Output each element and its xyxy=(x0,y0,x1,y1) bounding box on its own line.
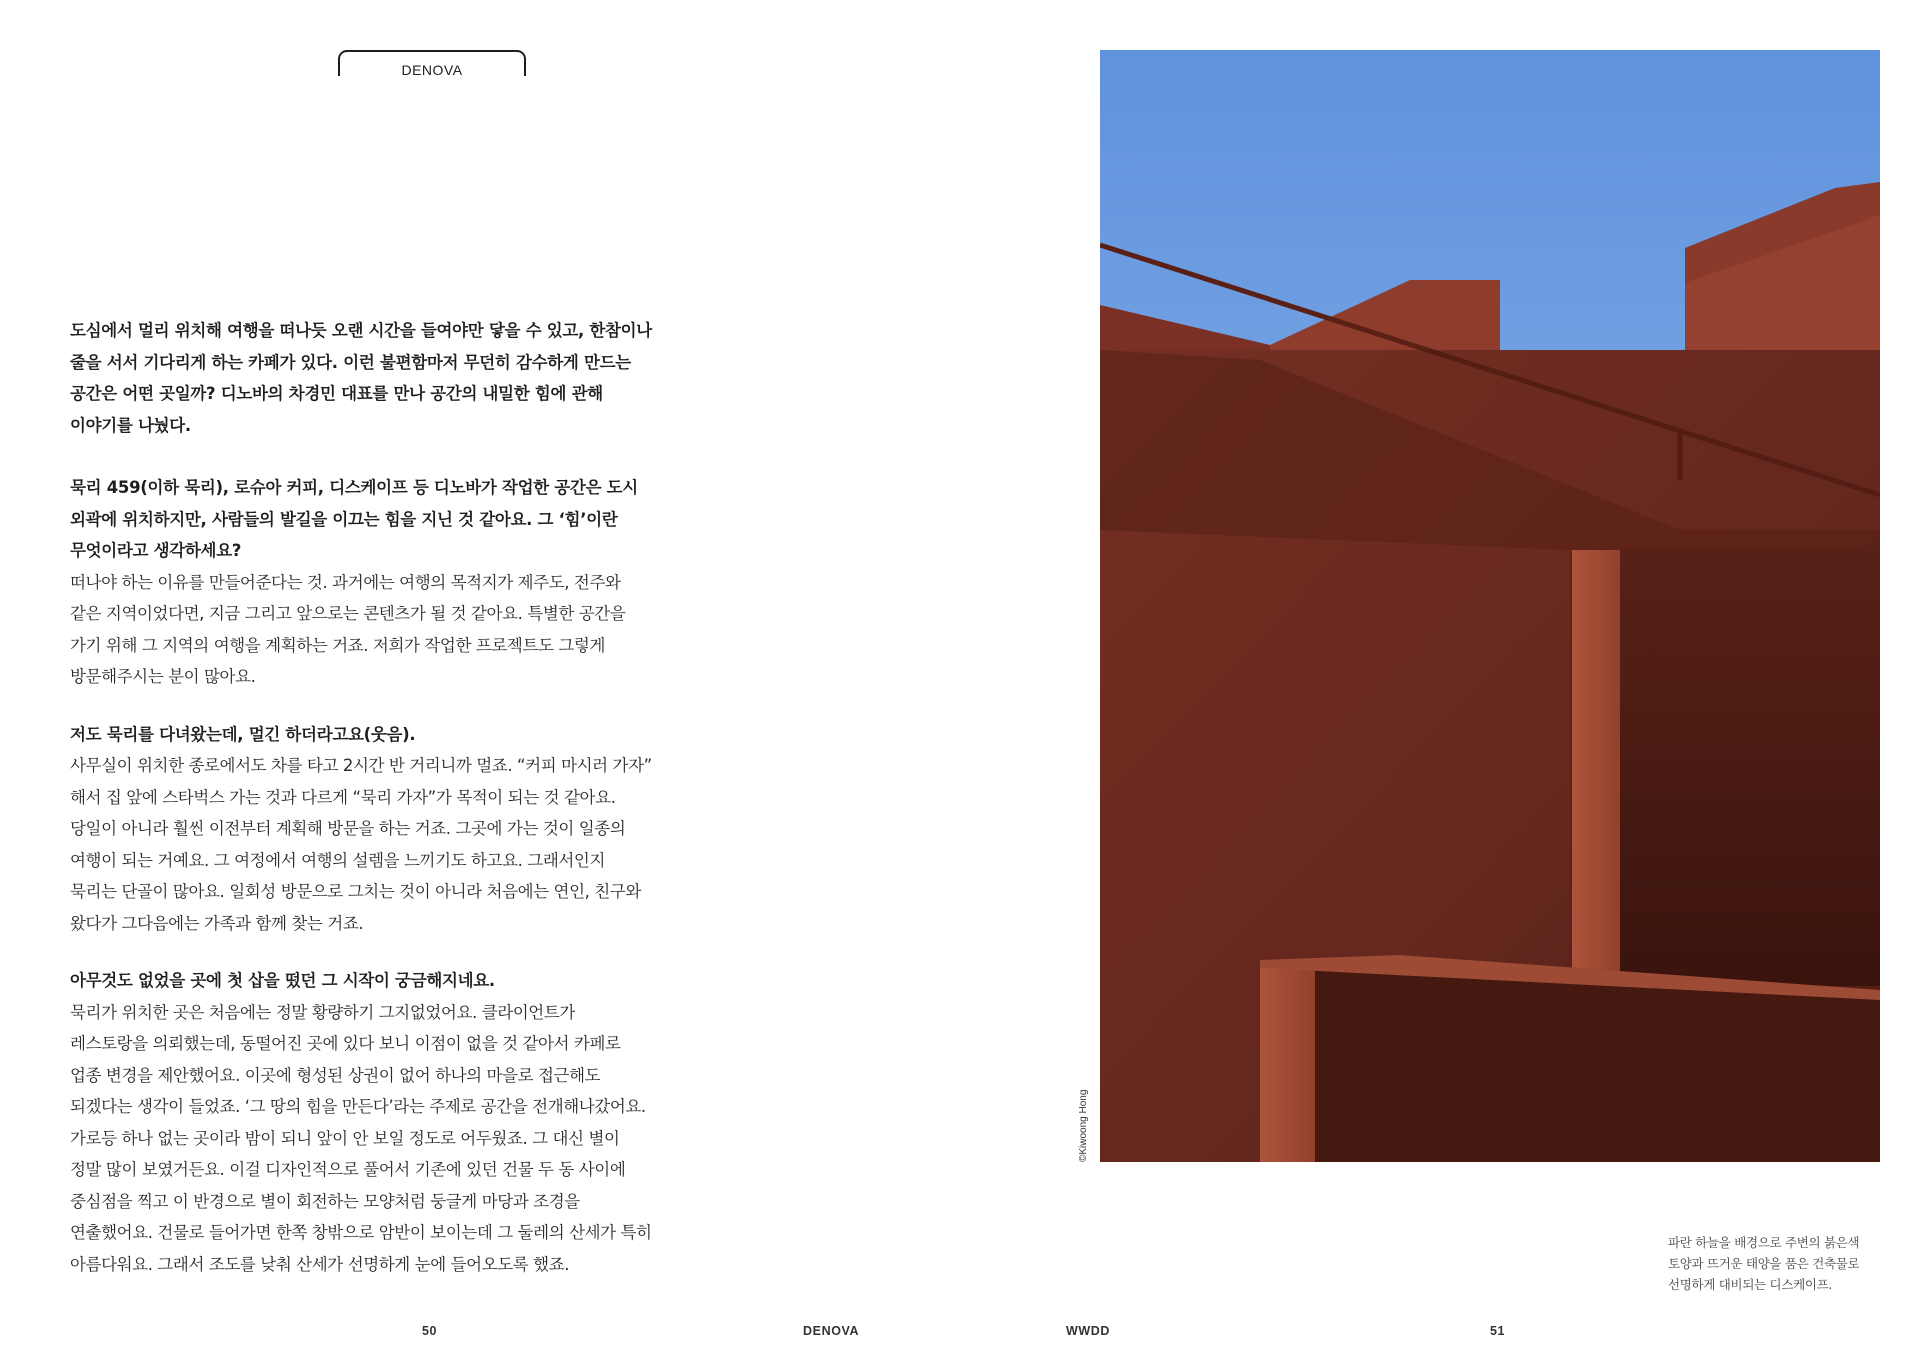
answer-line: 정말 많이 보였거든요. 이걸 디자인적으로 풀어서 기존에 있던 건물 두 동 사이에 xyxy=(70,1160,626,1179)
interview-answer xyxy=(70,997,720,1281)
answer-line: 가기 위해 그 지역의 여행을 계획하는 거죠. 저희가 작업한 프로젝트도 그렇게 xyxy=(70,635,606,655)
wall-texture xyxy=(1100,350,1880,1162)
caption-line: 파란 하늘을 배경으로 주변의 붉은색 xyxy=(1668,1235,1860,1250)
interview-question xyxy=(70,472,720,567)
qa-block xyxy=(70,719,720,940)
caption-line: 토양과 뜨거운 태양을 품은 건축물로 xyxy=(1668,1256,1860,1271)
question-line: 외곽에 위치하지만, 사람들의 발길을 이끄는 힘을 지닌 것 같아요. 그 ‘힘’이란 xyxy=(70,509,618,529)
page-number-left: 50 xyxy=(422,1324,438,1338)
photo-caption xyxy=(1668,1232,1868,1295)
answer-line: 왔다가 그다음에는 가족과 함께 찾는 거죠. xyxy=(70,913,364,933)
footer-section-left: DENOVA xyxy=(803,1324,860,1338)
answer-line: 중심점을 찍고 이 반경으로 별이 회전하는 모양처럼 둥글게 마당과 조경을 xyxy=(70,1191,580,1211)
answer-line: 묵리가 위치한 곳은 처음에는 정말 황량하기 그지없었어요. 클라이언트가 xyxy=(70,1002,575,1022)
answer-line: 아름다워요. 그래서 조도를 낮춰 산세가 선명하게 눈에 들어오도록 했죠. xyxy=(70,1254,570,1274)
lead-line: 줄을 서서 기다리게 하는 카페가 있다. 이런 불편함마저 무던히 감수하게 만드는 xyxy=(70,352,631,372)
answer-line: 해서 집 앞에 스타벅스 가는 것과 다르게 “묵리 가자”가 목적이 되는 것 같아요. xyxy=(70,787,616,807)
question-line: 묵리 459(이하 묵리), 로슈아 커피, 디스케이프 등 디노바가 작업한 공간은 도시 xyxy=(70,478,638,497)
answer-line: 떠나야 하는 이유를 만들어준다는 것. 과거에는 여행의 목적지가 제주도, 전주와 xyxy=(70,572,621,592)
answer-line: 연출했어요. 건물로 들어가면 한쪽 창밖으로 암반이 보이는데 그 둘레의 산세가 특히 xyxy=(70,1223,652,1242)
interview-question xyxy=(70,719,720,751)
answer-line: 레스토랑을 의뢰했는데, 동떨어진 곳에 있다 보니 이점이 없을 것 같아서 카페로 xyxy=(70,1034,621,1053)
answer-line: 가로등 하나 없는 곳이라 밤이 되니 앞이 안 보일 정도로 어두웠죠. 그 대신 별이 xyxy=(70,1128,620,1148)
qa-block xyxy=(70,965,720,1280)
lead-line: 도심에서 멀리 위치해 여행을 떠나듯 오랜 시간을 들여야만 닿을 수 있고, 한참이나 xyxy=(70,321,652,340)
qa-block xyxy=(70,472,720,693)
lead-line: 이야기를 나눴다. xyxy=(70,415,191,435)
page-number-right: 51 xyxy=(1490,1324,1506,1338)
architecture-photo xyxy=(1100,50,1880,1162)
article-body xyxy=(70,315,720,1306)
caption-line: 선명하게 대비되는 디스케이프. xyxy=(1668,1277,1833,1292)
answer-line: 업종 변경을 제안했어요. 이곳에 형성된 상권이 없어 하나의 마을로 접근해도 xyxy=(70,1065,601,1085)
lead-line: 공간은 어떤 곳일까? 디노바의 차경민 대표를 만나 공간의 내밀한 힘에 관해 xyxy=(70,384,603,403)
interview-answer xyxy=(70,750,720,939)
interview-question xyxy=(70,965,720,997)
answer-line: 사무실이 위치한 종로에서도 차를 타고 2시간 반 거리니까 멀죠. “커피 마시러 가자” xyxy=(70,756,652,775)
question-line: 저도 묵리를 다녀왔는데, 멀긴 하더라고요(웃음). xyxy=(70,724,416,744)
footer-section-right: WWDD xyxy=(1066,1324,1111,1338)
interview-answer xyxy=(70,567,720,693)
answer-line: 당일이 아니라 훨씬 이전부터 계획해 방문을 하는 거죠. 그곳에 가는 것이 일종의 xyxy=(70,819,626,838)
answer-line: 묵리는 단골이 많아요. 일회성 방문으로 그치는 것이 아니라 처음에는 연인, 친구와 xyxy=(70,882,641,901)
answer-line: 되겠다는 생각이 들었죠. ‘그 땅의 힘을 만든다’라는 주제로 공간을 전개해나갔어요. xyxy=(70,1097,646,1116)
question-line: 무엇이라고 생각하세요? xyxy=(70,541,242,560)
section-tab: DENOVA xyxy=(338,50,526,76)
answer-line: 여행이 되는 거예요. 그 여정에서 여행의 설렘을 느끼기도 하고요. 그래서인지 xyxy=(70,850,606,870)
answer-line: 방문해주시는 분이 많아요. xyxy=(70,667,256,686)
article-lead xyxy=(70,315,720,441)
question-line: 아무것도 없었을 곳에 첫 삽을 떴던 그 시작이 궁금해지네요. xyxy=(70,971,495,990)
photo-credit: ©Kiwoong Hong xyxy=(1078,1089,1089,1162)
answer-line: 같은 지역이었다면, 지금 그리고 앞으로는 콘텐츠가 될 것 같아요. 특별한 공간을 xyxy=(70,604,626,623)
